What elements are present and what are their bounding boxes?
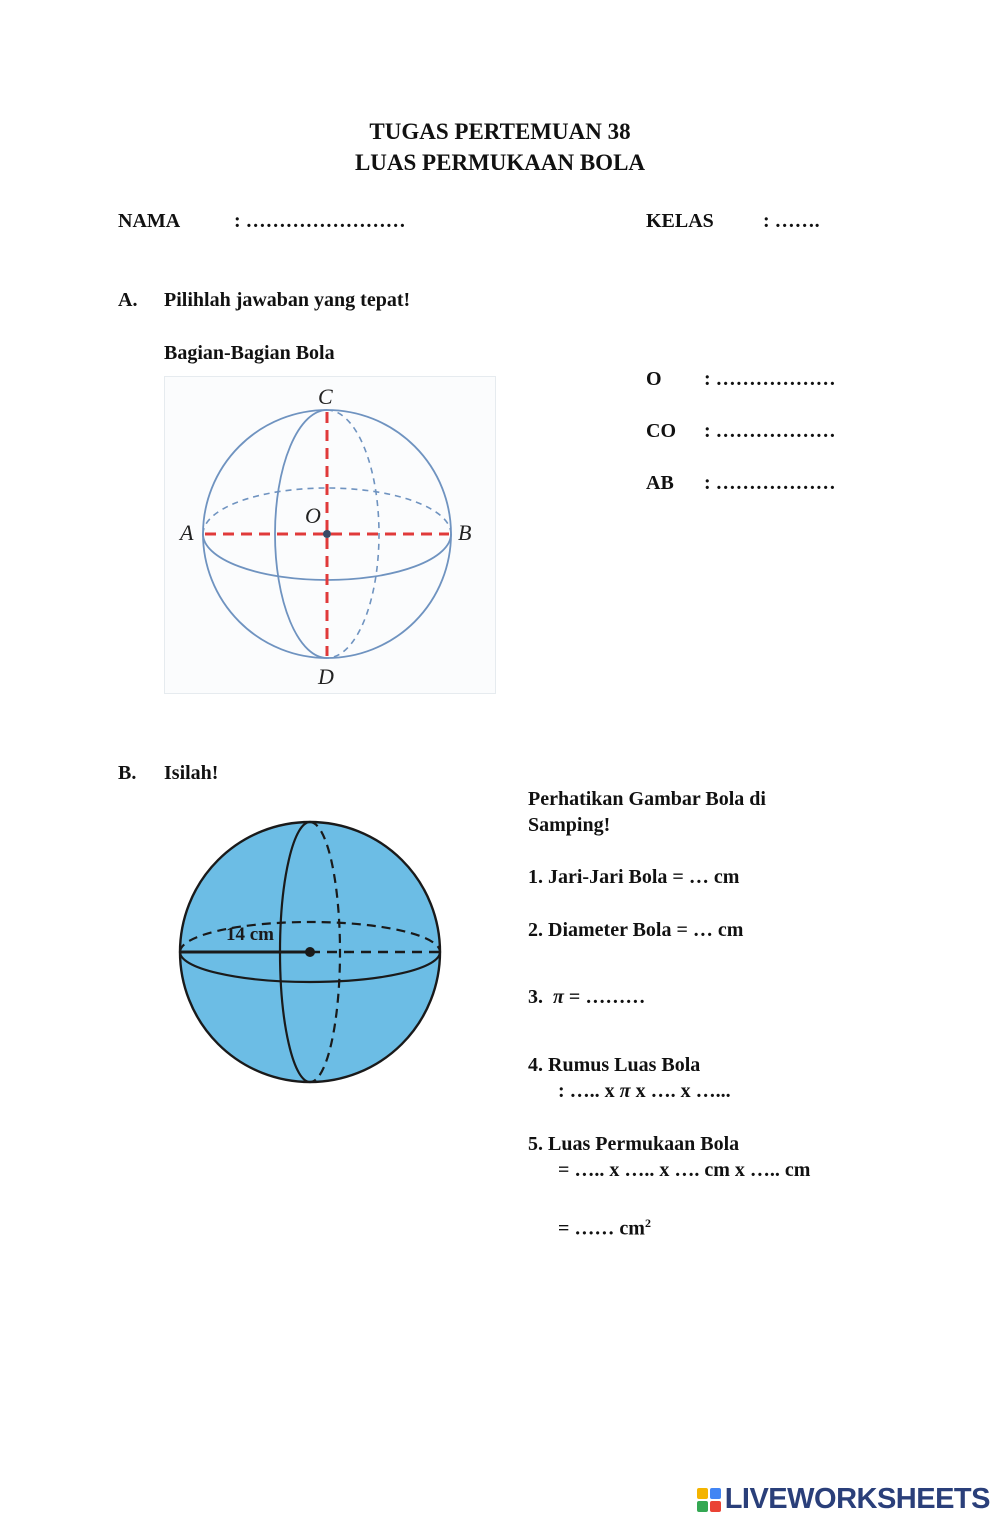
question-2[interactable]: 2. Diameter Bola = … cm xyxy=(528,919,744,941)
answer-co-field[interactable]: : ……………… xyxy=(704,420,836,442)
question-3[interactable] xyxy=(528,984,645,1010)
nama-field[interactable]: : …………………… xyxy=(234,210,406,232)
liveworksheets-logo-icon xyxy=(697,1488,721,1512)
pi-symbol: π xyxy=(619,1080,631,1102)
prompt-line1: Perhatikan Gambar Bola di xyxy=(528,788,766,810)
brand-name: LIVEWORKSHEETS xyxy=(724,1483,990,1515)
formula-part-2: x …. x …... xyxy=(630,1080,731,1102)
question-4-title: 4. Rumus Luas Bola xyxy=(528,1054,701,1076)
kelas-field[interactable]: : ……. xyxy=(763,210,820,232)
section-b-instruction: Isilah! xyxy=(164,762,219,784)
question-5-title: 5. Luas Permukaan Bola xyxy=(528,1133,740,1155)
liveworksheets-logo xyxy=(697,1483,990,1516)
page-title-line2: LUAS PERMUKAAN BOLA xyxy=(354,150,646,175)
nama-label: NAMA xyxy=(118,210,181,232)
radius-label: 14 cm xyxy=(226,924,275,945)
blue-sphere-figure xyxy=(172,820,452,1084)
answer-ab-label: AB xyxy=(646,472,674,494)
question-5-calculation[interactable]: = ….. x ….. x …. cm x ….. cm xyxy=(558,1159,811,1181)
question-5-result[interactable] xyxy=(558,1210,651,1242)
section-a-letter: A. xyxy=(118,289,138,311)
sphere-parts-figure xyxy=(164,376,496,694)
question-4-formula[interactable] xyxy=(558,1078,731,1104)
label-d: D xyxy=(318,664,334,689)
question-3-blank: = ……… xyxy=(563,986,646,1008)
label-c: C xyxy=(318,384,333,409)
label-o: O xyxy=(305,503,321,528)
prompt-line2: Samping! xyxy=(528,814,611,836)
sphere-center-point xyxy=(305,947,315,957)
label-a: A xyxy=(180,520,194,545)
answer-co-label: CO xyxy=(646,420,676,442)
kelas-label: KELAS xyxy=(646,210,714,232)
result-exponent: 2 xyxy=(644,1216,651,1230)
answer-ab-field[interactable]: : ……………… xyxy=(704,472,836,494)
answer-o-field[interactable]: : ……………… xyxy=(704,368,836,390)
pi-symbol: π xyxy=(553,986,564,1008)
section-a-instruction: Pilihlah jawaban yang tepat! xyxy=(164,289,411,311)
page-title-line1: TUGAS PERTEMUAN 38 xyxy=(369,119,631,144)
formula-part-1: : ….. x xyxy=(558,1080,620,1102)
result-text: = …… cm xyxy=(558,1217,645,1240)
section-a-subtitle: Bagian-Bagian Bola xyxy=(164,342,335,364)
section-b-letter: B. xyxy=(118,762,137,784)
center-point xyxy=(323,530,331,538)
label-b: B xyxy=(458,520,472,545)
answer-o-label: O xyxy=(646,368,662,390)
question-3-number: 3. xyxy=(528,986,543,1008)
question-1[interactable]: 1. Jari-Jari Bola = … cm xyxy=(528,866,740,888)
